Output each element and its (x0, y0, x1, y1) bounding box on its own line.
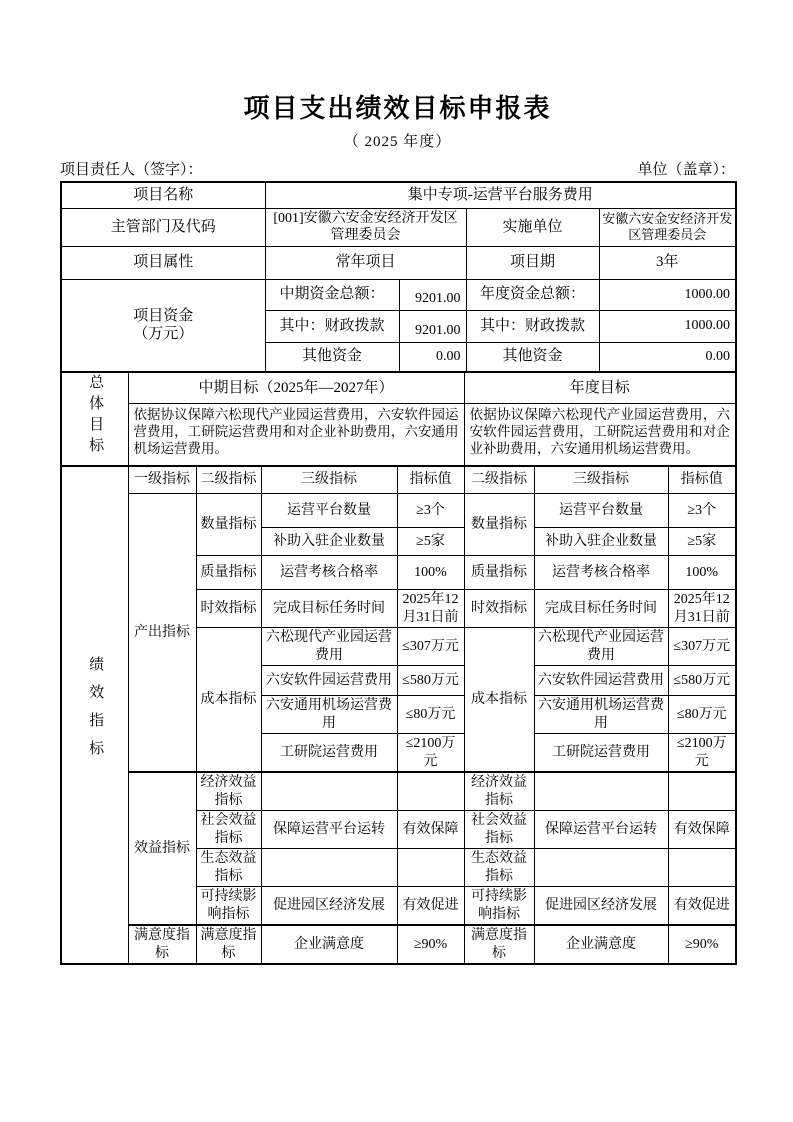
performance-indicators-table (60, 465, 737, 966)
indicator-economic-annual (534, 772, 668, 811)
funds-label-line1: 项目资金 (133, 307, 194, 324)
indicator-institute-annual: 工研院运营费用 (534, 734, 668, 773)
level2-quantity-annual-cell: 数量指标 (464, 494, 534, 556)
indicator-subsidized-companies-mid: 补助入驻企业数量 (261, 528, 397, 556)
signature-row (60, 158, 735, 179)
value-platform-count-mid: ≥3个 (397, 494, 464, 528)
level2-satisfaction-annual-cell: 满意度指标 (464, 925, 534, 964)
mid-total-label-cell: 中期资金总额： (265, 279, 399, 310)
value-pass-rate-annual: 100% (668, 556, 736, 590)
indicator-platform-count-annual: 运营平台数量 (534, 494, 668, 528)
indicator-satisfaction-mid: 企业满意度 (261, 925, 397, 964)
value-liusong-park-mid: ≤307万元 (397, 628, 464, 666)
header-level1: 一级指标 (128, 466, 196, 494)
funds-label-cell (61, 279, 265, 372)
indicator-social-mid: 保障运营平台运转 (261, 811, 397, 849)
mid-fiscal-label-cell: 其中：财政拨款 (265, 310, 399, 342)
value-pass-rate-mid: 100% (397, 556, 464, 590)
dept-label-cell: 主管部门及代码 (61, 208, 265, 246)
annual-goal-text-cell: 依据协议保障六松现代产业园运营费用，六安软件园运营费用，工研院运营费用和对企业补助费用，六安通用机场运营费用。 (464, 404, 736, 466)
overall-goal-side-label: 总体目标 (87, 374, 104, 458)
value-platform-count-annual: ≥3个 (668, 494, 736, 528)
attr-label-cell: 项目属性 (61, 246, 265, 279)
annual-other-value-cell: 0.00 (599, 342, 736, 372)
header-value-annual: 指标值 (668, 466, 736, 494)
level2-sustainability-mid-cell: 可持续影响指标 (196, 887, 261, 926)
project-name-value-cell: 集中专项-运营平台服务费用 (265, 182, 736, 208)
value-software-park-mid: ≤580万元 (397, 666, 464, 696)
value-institute-mid: ≤2100万元 (397, 734, 464, 773)
value-institute-annual: ≤2100万元 (668, 734, 736, 773)
value-software-park-annual: ≤580万元 (668, 666, 736, 696)
indicator-subsidized-companies-annual: 补助入驻企业数量 (534, 528, 668, 556)
indicator-satisfaction-annual: 企业满意度 (534, 925, 668, 964)
value-satisfaction-mid: ≥90% (397, 925, 464, 964)
mid-fiscal-value-cell: 9201.00 (399, 310, 466, 342)
value-ecological-annual (668, 849, 736, 887)
indicator-completion-time-annual: 完成目标任务时间 (534, 590, 668, 628)
header-level2-mid: 二级指标 (196, 466, 261, 494)
mid-total-value-cell: 9201.00 (399, 279, 466, 310)
annual-goal-header-cell: 年度目标 (464, 372, 736, 404)
value-ecological-mid (397, 849, 464, 887)
level2-social-annual-cell: 社会效益指标 (464, 811, 534, 849)
value-sustainability-annual: 有效促进 (668, 887, 736, 926)
indicator-liusong-park-mid: 六松现代产业园运营费用 (261, 628, 397, 666)
level2-sustainability-annual-cell: 可持续影响指标 (464, 887, 534, 926)
level2-quality-mid-cell: 质量指标 (196, 556, 261, 590)
indicator-economic-mid (261, 772, 397, 811)
indicator-pass-rate-annual: 运营考核合格率 (534, 556, 668, 590)
level1-satisfaction-cell: 满意度指标 (128, 925, 196, 964)
header-value-mid: 指标值 (397, 466, 464, 494)
level2-cost-annual-cell: 成本指标 (464, 628, 534, 773)
indicator-ecological-mid (261, 849, 397, 887)
level2-satisfaction-mid-cell: 满意度指标 (196, 925, 261, 964)
value-social-mid: 有效保障 (397, 811, 464, 849)
project-info-table (60, 181, 737, 373)
value-liusong-park-annual: ≤307万元 (668, 628, 736, 666)
value-subsidized-companies-mid: ≥5家 (397, 528, 464, 556)
period-value-cell: 3年 (599, 246, 736, 279)
unit-seal-label: 单位（盖章）： (637, 162, 735, 178)
impl-unit-value-cell: 安徽六安金安经济开发区管理委员会 (599, 208, 736, 246)
period-label-cell: 项目期 (466, 246, 599, 279)
header-level2-annual: 二级指标 (464, 466, 534, 494)
header-level3-annual: 三级指标 (534, 466, 668, 494)
signer-label: 项目责任人（签字）： (60, 162, 203, 178)
indicator-sustainability-mid: 促进园区经济发展 (261, 887, 397, 926)
level1-output-cell: 产出指标 (128, 494, 196, 773)
annual-other-label-cell: 其他资金 (466, 342, 599, 372)
performance-side-label: 绩效指标 (87, 656, 104, 769)
impl-unit-label-cell: 实施单位 (466, 208, 599, 246)
level2-ecological-annual-cell: 生态效益指标 (464, 849, 534, 887)
level2-quantity-mid-cell: 数量指标 (196, 494, 261, 556)
indicator-ecological-annual (534, 849, 668, 887)
header-level3-mid: 三级指标 (261, 466, 397, 494)
level2-ecological-mid-cell: 生态效益指标 (196, 849, 261, 887)
mid-other-value-cell: 0.00 (399, 342, 466, 372)
indicator-airport-mid: 六安通用机场运营费用 (261, 696, 397, 734)
value-economic-annual (668, 772, 736, 811)
value-subsidized-companies-annual: ≥5家 (668, 528, 736, 556)
annual-fiscal-value-cell: 1000.00 (599, 310, 736, 342)
value-economic-mid (397, 772, 464, 811)
value-social-annual: 有效保障 (668, 811, 736, 849)
value-satisfaction-annual: ≥90% (668, 925, 736, 964)
page-subtitle: （ 2025 年度） (343, 134, 452, 150)
indicator-pass-rate-mid: 运营考核合格率 (261, 556, 397, 590)
value-airport-mid: ≤80万元 (397, 696, 464, 734)
value-sustainability-mid: 有效促进 (397, 887, 464, 926)
dept-value-cell: [001]安徽六安金安经济开发区管理委员会 (265, 208, 466, 246)
level2-economic-mid-cell: 经济效益指标 (196, 772, 261, 811)
mid-other-label-cell: 其他资金 (265, 342, 399, 372)
annual-fiscal-label-cell: 其中：财政拨款 (466, 310, 599, 342)
value-airport-annual: ≤80万元 (668, 696, 736, 734)
page-title: 项目支出绩效目标申报表 (243, 93, 552, 123)
attr-value-cell: 常年项目 (265, 246, 466, 279)
mid-goal-text-cell: 依据协议保障六松现代产业园运营费用，六安软件园运营费用，工研院运营费用和对企业补助费用，六安通用机场运营费用。 (128, 404, 464, 466)
annual-total-label-cell: 年度资金总额： (466, 279, 599, 310)
overall-goal-side-cell (61, 372, 128, 466)
value-completion-time-mid: 2025年12月31日前 (397, 590, 464, 628)
level2-cost-mid-cell: 成本指标 (196, 628, 261, 773)
level2-quality-annual-cell: 质量指标 (464, 556, 534, 590)
indicator-platform-count-mid: 运营平台数量 (261, 494, 397, 528)
value-completion-time-annual: 2025年12月31日前 (668, 590, 736, 628)
indicator-liusong-park-annual: 六松现代产业园运营费用 (534, 628, 668, 666)
indicator-software-park-annual: 六安软件园运营费用 (534, 666, 668, 696)
level2-social-mid-cell: 社会效益指标 (196, 811, 261, 849)
level1-benefit-cell: 效益指标 (128, 772, 196, 925)
indicator-institute-mid: 工研院运营费用 (261, 734, 397, 773)
document-content (60, 0, 735, 965)
mid-goal-header-cell: 中期目标（2025年—2027年） (128, 372, 464, 404)
project-name-label-cell: 项目名称 (61, 182, 265, 208)
level2-timeliness-mid-cell: 时效指标 (196, 590, 261, 628)
indicator-airport-annual: 六安通用机场运营费用 (534, 696, 668, 734)
level2-timeliness-annual-cell: 时效指标 (464, 590, 534, 628)
indicator-completion-time-mid: 完成目标任务时间 (261, 590, 397, 628)
funds-label-line2: （万元） (133, 326, 194, 343)
overall-goal-table (60, 371, 737, 467)
indicator-software-park-mid: 六安软件园运营费用 (261, 666, 397, 696)
performance-side-cell (61, 466, 128, 965)
indicator-sustainability-annual: 促进园区经济发展 (534, 887, 668, 926)
level2-economic-annual-cell: 经济效益指标 (464, 772, 534, 811)
annual-total-value-cell: 1000.00 (599, 279, 736, 310)
indicator-social-annual: 保障运营平台运转 (534, 811, 668, 849)
